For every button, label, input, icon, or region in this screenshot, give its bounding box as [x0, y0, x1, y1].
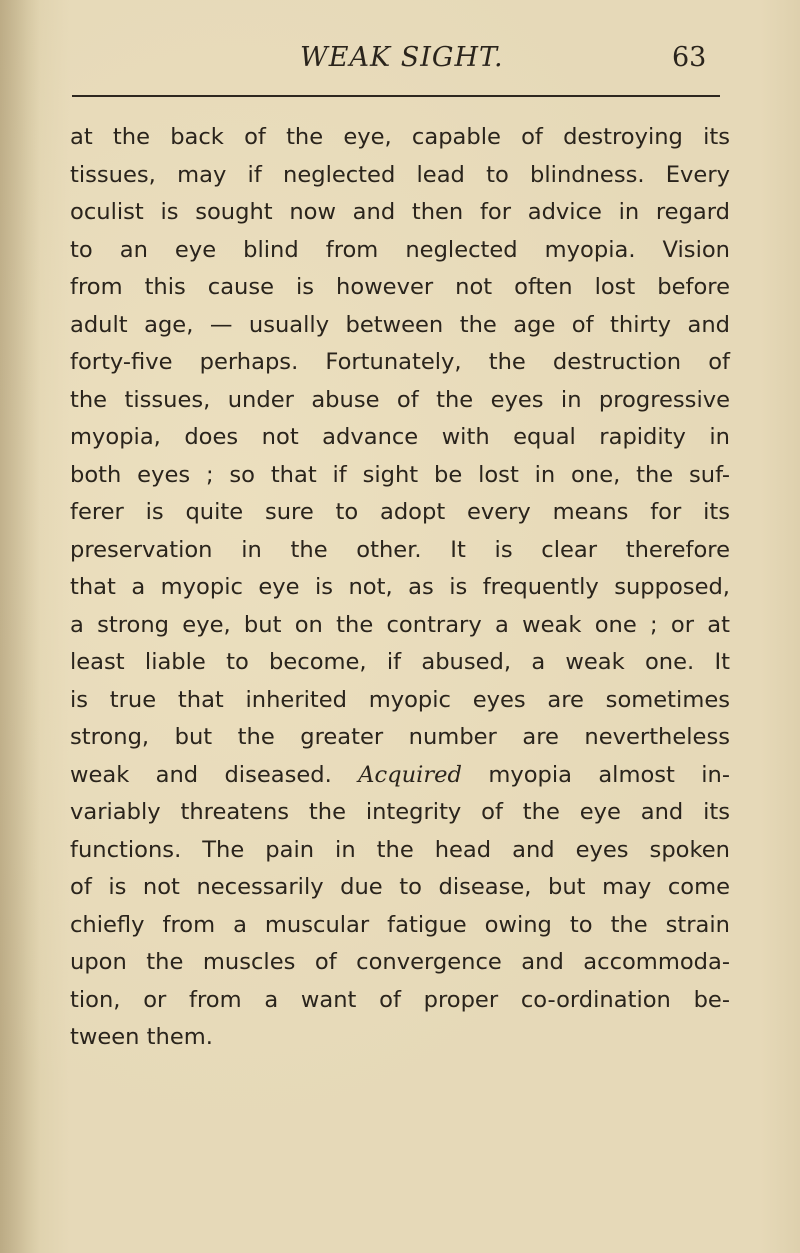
text-line [70, 719, 730, 757]
text-line [70, 119, 730, 157]
text-line [70, 532, 730, 570]
text-line [70, 644, 730, 682]
text-line [70, 757, 730, 795]
text-segment: adult age, — usually between the age of thirty and [70, 311, 730, 338]
text-line [70, 232, 730, 270]
text-line [70, 907, 730, 945]
text-segment: at the back of the eye, capable of destroying its [70, 124, 730, 150]
italic-term: Acquired [358, 761, 462, 788]
body-text [70, 119, 730, 1057]
text-line [70, 832, 730, 870]
text-segment: preservation in the other. It is clear therefore [70, 536, 730, 563]
text-line [70, 344, 730, 382]
text-segment: weak and diseased. [70, 761, 359, 788]
text-segment: both eyes ; so that if sight be lost in one, the suf- [70, 461, 730, 488]
text-segment: is true that inherited myopic eyes are sometimes [70, 686, 730, 713]
text-segment: oculist is sought now and then for advice in regard [70, 199, 730, 225]
text-line [70, 382, 730, 420]
text-segment: least liable to become, if abused, a weak one. It [70, 649, 730, 675]
text-line [70, 157, 730, 195]
text-segment: upon the muscles of convergence and accommoda- [70, 949, 730, 975]
text-segment: tion, or from a want of proper co-ordination be- [70, 986, 730, 1013]
text-line [70, 569, 730, 607]
text-segment: ferer is quite sure to adopt every means for its [70, 499, 730, 525]
text-line [70, 982, 730, 1020]
text-line [70, 607, 730, 645]
text-segment: myopia almost in- [462, 761, 730, 788]
page-header [0, 42, 800, 82]
text-segment: of is not necessarily due to disease, but may come [70, 874, 730, 900]
text-line [70, 269, 730, 307]
text-line [70, 1019, 730, 1057]
text-segment: forty-five perhaps. Fortunately, the destruction of [70, 349, 730, 375]
text-line [70, 494, 730, 532]
text-segment: strong, but the greater number are nevertheless [70, 724, 730, 750]
text-segment: the tissues, under abuse of the eyes in progressive [70, 386, 730, 413]
text-segment: from this cause is however not often lost before [70, 274, 730, 300]
text-line [70, 682, 730, 720]
running-title: WEAK SIGHT. [300, 42, 504, 73]
text-segment: myopia, does not advance with equal rapidity in [70, 424, 730, 450]
spine-shadow [0, 0, 40, 1253]
text-line [70, 869, 730, 907]
page-number: 63 [672, 42, 707, 73]
text-segment: tissues, may if neglected lead to blindness. Every [70, 161, 730, 188]
text-segment: a strong eye, but on the contrary a weak one ; or at [70, 611, 730, 638]
text-line [70, 419, 730, 457]
text-segment: tween them. [70, 1024, 213, 1050]
text-segment: variably threatens the integrity of the eye and its [70, 799, 730, 825]
header-rule [72, 95, 720, 97]
text-line [70, 194, 730, 232]
text-segment: to an eye blind from neglected myopia. Vision [70, 236, 730, 263]
text-segment: functions. The pain in the head and eyes spoken [70, 836, 730, 863]
text-line [70, 457, 730, 495]
text-line [70, 307, 730, 345]
text-line [70, 794, 730, 832]
text-line [70, 944, 730, 982]
text-segment: that a myopic eye is not, as is frequently supposed, [70, 574, 730, 600]
text-segment: chiefly from a muscular fatigue owing to the strain [70, 911, 730, 938]
